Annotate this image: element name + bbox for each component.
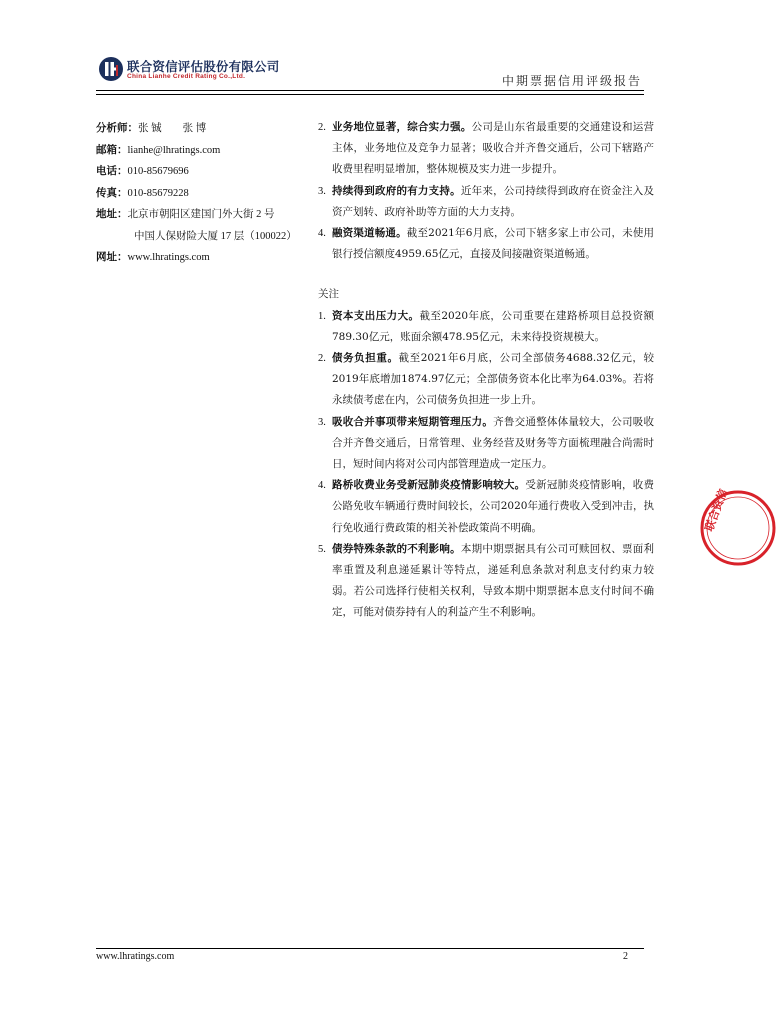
address-label: 地址： bbox=[96, 208, 128, 220]
website-value[interactable]: www.lhratings.com bbox=[127, 252, 210, 263]
report-type-title: 中期票据信用评级报告 bbox=[501, 74, 642, 88]
company-seal-stamp bbox=[698, 488, 778, 568]
logo-chinese-name: 联合资信评估股份有限公司 bbox=[127, 59, 280, 74]
item-number: 2. bbox=[318, 353, 326, 365]
analyst-label: 分析师： bbox=[96, 122, 138, 134]
strength-item bbox=[318, 181, 654, 223]
address-row-2 bbox=[96, 226, 306, 248]
item-heading: 持续得到政府的有力支持。 bbox=[332, 184, 461, 197]
concern-item bbox=[318, 539, 654, 624]
item-number: 4. bbox=[318, 228, 326, 240]
rating-content bbox=[318, 117, 654, 624]
phone-row bbox=[96, 161, 306, 183]
website-label: 网址： bbox=[96, 251, 128, 263]
item-number: 1. bbox=[318, 310, 326, 322]
lianhe-logo-icon bbox=[98, 56, 124, 82]
page-number: 2 bbox=[623, 951, 628, 962]
item-heading: 债务负担重。 bbox=[332, 352, 399, 365]
concern-item bbox=[318, 348, 654, 412]
item-number: 3. bbox=[318, 185, 326, 197]
item-number: 3. bbox=[318, 416, 326, 428]
phone-value: 010-85679696 bbox=[127, 166, 189, 177]
footer-rule bbox=[96, 948, 644, 949]
item-number: 4. bbox=[318, 480, 326, 492]
item-text: 齐鲁交通整体体量较大，公司吸收合并齐鲁交通后，日常管理、业务经营及财务等方面梳理融合尚需时日，短时间内将对公司内部管理造成一定压力。 bbox=[332, 415, 655, 471]
fax-row bbox=[96, 183, 306, 205]
svg-text:联合资信: 联合资信 bbox=[702, 487, 730, 534]
concern-item bbox=[318, 412, 654, 476]
item-heading: 债券特殊条款的不利影响。 bbox=[332, 542, 461, 555]
item-text: 截至2021年6月底，公司下辖多家上市公司，未使用银行授信额度4959.65亿元，直接及间接融资渠道畅通。 bbox=[332, 227, 655, 261]
website-row bbox=[96, 247, 306, 269]
item-text: 本期中期票据具有公司可赎回权、票面利率重置及利息递延累计等特点，递延利息条款对利息支付约束力较弱。若公司选择行使相关权利，导致本期中期票据本息支付时间不确定，可能对债券持有人的利益产生不利影响。 bbox=[332, 542, 655, 619]
item-text: 截至2020年底，公司重要在建路桥项目总投资额789.30亿元，账面余额478.95亿元，未来待投资规模大。 bbox=[332, 309, 655, 343]
concern-item bbox=[318, 306, 654, 348]
header-rule-thin bbox=[96, 94, 644, 95]
item-number: 5. bbox=[318, 543, 326, 555]
fax-value: 010-85679228 bbox=[127, 187, 189, 199]
item-text: 截至2021年6月底，公司全部债务4688.32亿元，较2019年底增加1874.97亿元；全部债务资本化比率为64.03%。若将永续债考虑在内，公司债务负担进一步上升。 bbox=[332, 352, 654, 407]
item-heading: 路桥收费业务受新冠肺炎疫情影响较大。 bbox=[332, 479, 526, 492]
item-heading: 业务地位显著，综合实力强。 bbox=[332, 121, 472, 133]
item-heading: 融资渠道畅通。 bbox=[332, 227, 407, 240]
analyst-row bbox=[96, 118, 306, 140]
address-row bbox=[96, 204, 306, 226]
email-label: 邮箱： bbox=[96, 143, 128, 156]
strength-item bbox=[318, 117, 654, 181]
analyst-names: 张 铖 张 博 bbox=[138, 123, 207, 134]
address-line-1: 北京市朝阳区建国门外大街 2 号 bbox=[127, 209, 275, 220]
item-number: 2. bbox=[318, 122, 326, 133]
item-text: 受新冠肺炎疫情影响，收费公路免收车辆通行费时间较长，公司2020年通行费收入受到冲击，执行免收通行费政策的相关补偿政策尚不明确。 bbox=[332, 479, 655, 534]
phone-label: 电话： bbox=[96, 165, 128, 177]
footer-website[interactable]: www.lhratings.com bbox=[96, 951, 175, 962]
concerns-heading: 关注 bbox=[318, 288, 339, 301]
address-line-2: 中国人保财险大厦 17 层（100022） bbox=[134, 230, 297, 242]
item-heading: 资本支出压力大。 bbox=[332, 309, 420, 322]
contact-info bbox=[96, 118, 306, 269]
item-heading: 吸收合并事项带来短期管理压力。 bbox=[332, 415, 494, 428]
item-text: 公司是山东省最重要的交通建设和运营主体，业务地位及竞争力显著；吸收合并齐鲁交通后，公司下辖路产收费里程明显增加，整体规模及实力进一步提升。 bbox=[332, 121, 655, 176]
strength-item bbox=[318, 223, 654, 265]
email-row bbox=[96, 140, 306, 162]
email-value[interactable]: lianhe@lhratings.com bbox=[127, 144, 221, 156]
logo-english-name: China Lianhe Credit Rating Co.,Ltd. bbox=[127, 73, 246, 80]
concern-item bbox=[318, 475, 654, 539]
header-rule-thick bbox=[96, 90, 644, 91]
item-text: 近年来，公司持续得到政府在资金注入及资产划转、政府补助等方面的大力支持。 bbox=[332, 184, 655, 218]
fax-label: 传真： bbox=[96, 186, 128, 199]
